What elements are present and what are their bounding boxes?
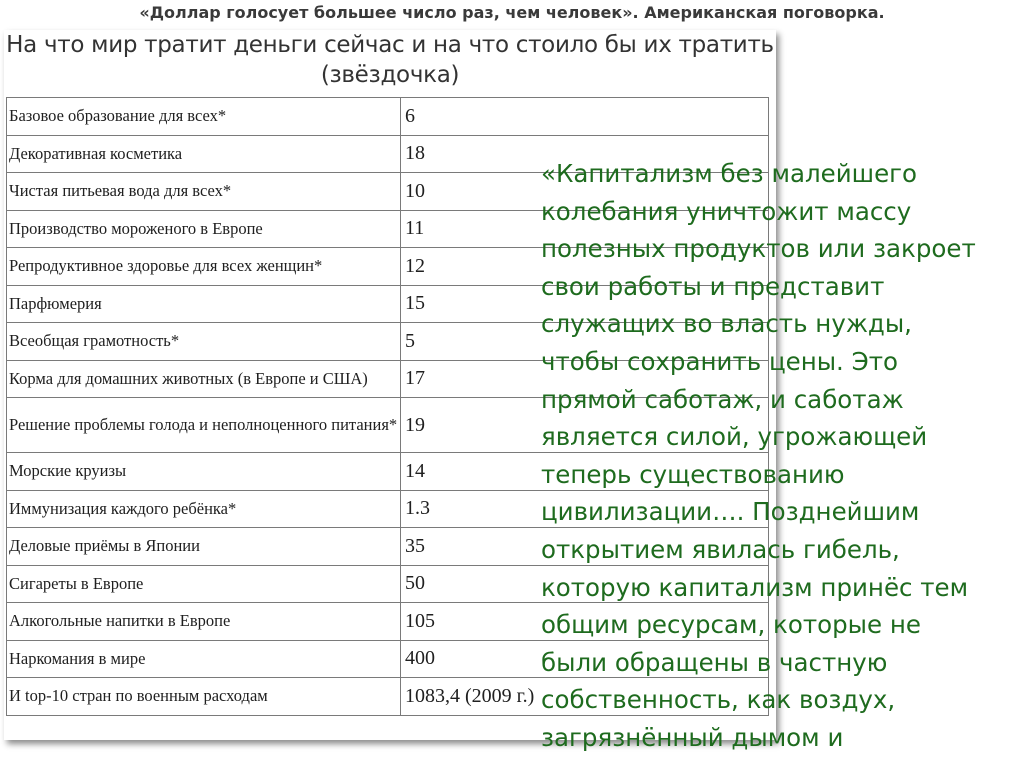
slide-title: «Доллар голосует большее число раз, чем человек». Американская поговорка.: [139, 3, 885, 22]
table-cell-item: Чистая питьевая вода для всех*: [7, 173, 401, 211]
table-cell-value: 14: [401, 453, 769, 491]
table-cell-value: 400: [401, 640, 769, 678]
table-cell-item: Производство мороженого в Европе: [7, 210, 401, 248]
table-cell-value: 105: [401, 603, 769, 641]
table-cell-item: Морские круизы: [7, 453, 401, 491]
table-cell-item: Корма для домашних животных (в Европе и США): [7, 360, 401, 398]
table-cell-item: Деловые приёмы в Японии: [7, 528, 401, 566]
table-cell-item: Декоративная косметика: [7, 135, 401, 173]
table-cell-value: 6: [401, 98, 769, 136]
table-cell-item: Всеобщая грамотность*: [7, 323, 401, 361]
table-caption: На что мир тратит деньги сейчас и на что стоило бы их тратить (звёздочка): [6, 32, 774, 88]
quote-text: «Капитализм без малейшего колебания уничтожит массу полезных продуктов или закроет свои работы и представит служащих во власть нужды, чтобы сохранить цены. Это прямой саботаж, и саботаж является силой, угрожающей теперь существованию цивилизации…. Позднейшим открытием явилась гибель, которую капитализм принёс тем общим ресурсам, которые не были обращены в частную собственность, как воздух, загрязнённый дымом и: [541, 159, 976, 752]
table-cell-value: 10: [401, 173, 769, 211]
table-cell-value: 19: [401, 398, 769, 453]
table-cell-value: 18: [401, 135, 769, 173]
table-cell-value: 5: [401, 323, 769, 361]
table-cell-value: 11: [401, 210, 769, 248]
table-cell-item: Решение проблемы голода и неполноценного питания*: [7, 398, 401, 453]
table-cell-value: 35: [401, 528, 769, 566]
table-cell-item: И top-10 стран по военным расходам: [7, 678, 401, 716]
table-row: [7, 98, 769, 136]
table-cell-value: 1.3: [401, 490, 769, 528]
table-cell-value: 50: [401, 565, 769, 603]
table-cell-value: 15: [401, 285, 769, 323]
table-cell-value: 17: [401, 360, 769, 398]
table-cell-value: 1083,4 (2009 г.): [401, 678, 769, 716]
table-cell-item: Алкогольные напитки в Европе: [7, 603, 401, 641]
table-cell-item: Репродуктивное здоровье для всех женщин*: [7, 248, 401, 286]
table-cell-item: Базовое образование для всех*: [7, 98, 401, 136]
table-cell-item: Иммунизация каждого ребёнка*: [7, 490, 401, 528]
table-cell-item: Сигареты в Европе: [7, 565, 401, 603]
table-cell-item: Наркомания в мире: [7, 640, 401, 678]
table-cell-item: Парфюмерия: [7, 285, 401, 323]
table-cell-value: 12: [401, 248, 769, 286]
